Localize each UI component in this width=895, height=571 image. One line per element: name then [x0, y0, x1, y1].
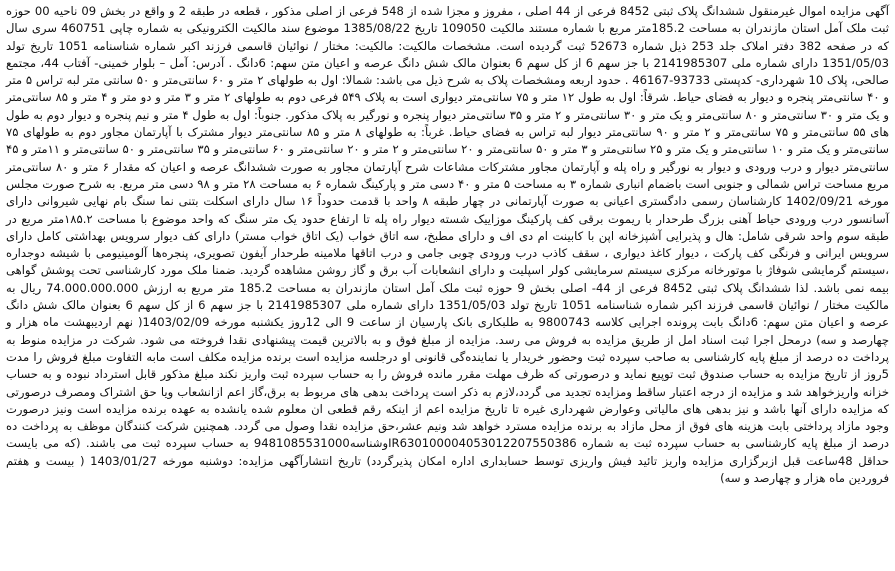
auction-notice-text: آگهی مزایده اموال غیرمنقول ششدانگ پلاک ثبتی 8452 فرعی از 44 اصلی ، مفروز و مجزا شده از 548 فرعی از اصلی مذکور ، قطعه در طبقه 2 و واقع در بخش 09 ناحیه 00 حوزه ثبت ملک آمل استان مازندران به مساحت 185.2متر مربع با شماره مستند مالکیت 109050 تاریخ 1385/08/22 موضوع سند مالکیت الکترونیکی به شماره چاپی 460751 سری سال که در صفحه 382 دفتر املاک جلد 253 ذیل شماره 52673 ثبت گردیده است. مشخصات مالکیت: مالکیت: مختار / نوائیان قاسمی فرزند اکبر شماره شناسنامه 1051 تاریخ تولد 1351/05/03 دارای شماره ملی 2141985307 با جز سهم 6 از کل سهم 6 بعنوان مالک شش دانگ عرصه و اعیان متن سهم: 6دانگ . آدرس: آمل – بلوار خمینی- آفتاب 44، مجتمع صالحی، پلاک 10 شهرداری- کدپستی 93733-46167 . حدود اربعه ومشخصات پلاک به شرح ذیل می باشد: شمالا: اول به طولهای ۲ متر و ۶۰ سانتی‌متر و ۵۰ سانتی متر لبه تراس ۵ متر و ۴۰ سانتی‌متر پنجره و دیوار به فضای حیاط. شرقاً: اول به طول ۱۲ متر و ۷۵ سانتی‌متر دیواری است به پلاک ۵۴۹ فرعی دوم به طولهای ۲ متر و ۳ متر و دو متر و ۴ متر و ۸۵ سانتی‌متر و یک متر و ۳۰ سانتی‌متر و ۸۰ سانتی‌متر و یک متر و ۳۰ سانتی‌متر و ۲ متر و ۳۵ سانتی‌متر دیوار پنجره و نورگیر به پلاک مذکور. جنوباً: اول به طول ۴ متر و نیم پنجره و دیوار دوم به طول های ۵۵ سانتی‌متر و ۷۵ سانتی‌متر و ۲ متر و ۹۰ سانتی‌متر دیوار لبه تراس به فضای حیاط. غرباً: به طولهای ۸ متر و ۸۵ سانتی‌متر دیوار مشترک با آپارتمان مجاور دوم به طولهای ۷۵ سانتی‌متر و یک متر و ۱۰ سانتی‌متر و یک متر و ۲۵ سانتی‌متر و ۳ متر و ۵۰ سانتی‌متر و ۲۰ سانتی‌متر و ۲ متر و ۲۰ سانتی‌متر و ۶۰ سانتی‌متر و ۳۵ سانتی‌متر و ۵۰ سانتی‌متر و ۱۱متر و ۴۵ سانتی‌متر دیوار و درب ورودی و دیوار به نورگیر و راه پله و آپارتمان مجاور مشترکات مشاعات شرح آپارتمان مجاور به صورت ششدانگ عرصه و اعیان که مقدار ۶ متر و ۸۰ سانتی‌متر مربع مساحت تراس شمالی و جنوبی است باضمام انباری شماره ۳ به مساحت ۵ متر و ۴۰ دسی متر و پارکینگ شماره ۶ به مساحت ۲۸ متر و ۹۸ دسی متر مربع. به شرح صورت مجلس مورخه 1402/09/21 کارشناسان رسمی دادگستری اعیانی به صورت آپارتمانی در چهار طبقه ۸ واحد با قدمت حدوداً ۱۶ سال دارای اسکلت بتنی نما سنگ بام نهایی شیروانی دارای آسانسور درب ورودی حیاط آهنی بزرگ طرحدار با ریموت برقی کف پارکینگ موزاییک شسته دیوار راه پله تا ارتفاع حدود یک متر سنگ که واحد موضوع با مساحت ۱۸۵.۲متر مربع در طبقه سوم واحد شرقی شامل: هال و پذیرایی آشپزخانه اپن با کابینت ام دی اف و دارای مطبخ، سه اتاق خواب (یک اتاق خواب مستر) دارای کف دیوار سرویس بهداشتی کامل دارای سرویس ایرانی و فرنگی کف پارکت ، دیوار کاغذ دیواری ، سقف کاذب درب ورودی چوبی جامی و درب اتاقها ملامینه طرحدار آیفون تصویری، پنجره‌ها آلومینیومی با شیشه دوجداره ،سیستم گرمایشی شوفاژ با موتورخانه مرکزی سیستم سرمایشی کولر اسپلیت و دارای انشعابات آب برق و گاز روشن مشاهده گردید. ضمنا ملک مورد کارشناسی تحت پوشش گواهی بیمه نمی باشد. لذا ششدانگ پلاک ثبتی 8452 فرعی از 44- اصلی بخش 9 حوزه ثبت ملک آمل استان مازندران به مساحت 185.2 متر مربع به ارزش 74.000.000.000 ریال به مالکیت مختار / نوائیان قاسمی فرزند اکبر شماره شناسنامه 1051 تاریخ تولد 1351/05/03 دارای شماره ملی 2141985307 با جز سهم 6 از کل سهم 6 بعنوان مالک شش دانگ عرصه و اعیان متن سهم: 6دانگ بابت پرونده اجرایی کلاسه 9800743 به طلبکاری بانک پارسیان از ساعت 9 الی 12روز یکشنبه مورخه 1403/02/09( نهم اردیبهشت ماه هزار و چهارصد و سه) درمحل اجرا ثبت اسناد امل از طریق مزایده به فروش می رسد. مزایده از مبلغ فوق و به بالاترین قیمت پیشنهادی نقدا فروخته می شود. شرکت در مزایده منوط به پرداخت ده درصد از مبلغ پایه کارشناسی به صاحب سپرده ثبت وحضور خریدار یا نماینده‌گی قانونی او درجلسه مزایده است برنده مزایده مکلف است مابه التفاوت مبلغ فروش را مدت 5روز از تاریخ مزایده به حساب صندوق ثبت توپیع نماید و درصورتی که ظرف مهلت مقرر مانده فروش را به حساب سپرده ثبت واریز نکند مبلغ مذکور قابل استرداد نبوده و به حساب خزانه واریزخواهد شد و مزایده از درجه اعتبار ساقط ومزایده تجدید می گردد،لازم به ذکر است پرداخت بدهی های مربوط به برق،گاز اعم ازانشعاب ویا حق اشتراک ومصرف درصورتی که مزایده دارای آنها باشد و نیز بدهی های مالیاتی وعوارض شهرداری غیره تا تاریخ مزایده اعم از اینکه رقم قطعی ان معلوم شده یانشده به عهده برنده مزایده است ونیز درصورت وجود مازاد پرداختی بابت هزینه های فوق از محل مازاد به برنده مزایده مسترد خواهد شد ونیم عشر،حق مزایده نقدا وصول می گردد. همچنین شرکت کنندگان موظف به پرداخت ده درصد از مبلغ پایه کارشناسی به حساب سپرده ثبت به شماره IR630100004053012207550386وشناسه9481085531000 به حساب سپرده ثبت می باشند. (که می بایست حداقل 48ساعت قبل ازبرگزاری مزایده واریز تائید فیش واریزی توسط حسابداری اداره امکان پذیرگردد) تاریخ انتشارآگهی مزایده: دوشنبه مورخه 1403/01/27 ( بیست و هفتم فروردین ماه هزار و چهارصد و سه) [6, 4, 890, 486]
